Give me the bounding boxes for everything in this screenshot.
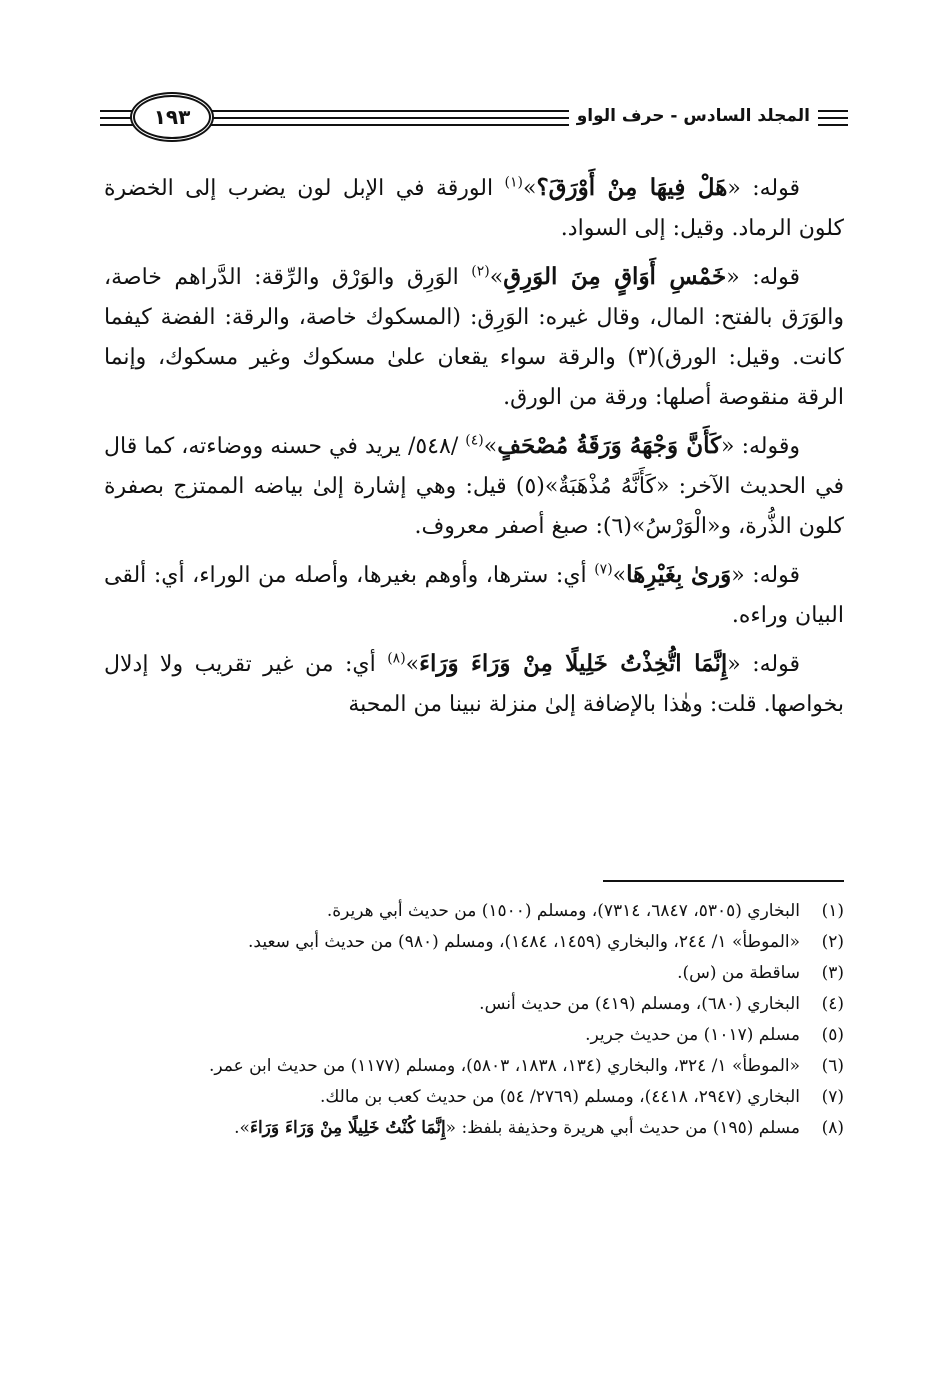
footnote-separator <box>603 880 844 882</box>
hadith-quote: وَرىٰ بِغَيْرِهَا <box>626 561 732 588</box>
quote-intro: قوله: « <box>726 265 801 290</box>
footnote-item <box>104 958 844 989</box>
footnote-ref[interactable]: (١) <box>504 174 523 191</box>
page-number: ١٩٣ <box>153 105 191 129</box>
volume-chapter-title: المجلد السادس - حرف الواو <box>569 106 818 126</box>
page-header <box>100 90 848 150</box>
footnote-number: (٢) <box>821 932 844 952</box>
quote-intro: قوله: « <box>731 563 800 588</box>
footnote-text: البخاري (٢٩٤٧، ٤٤١٨)، ومسلم (٢٧٦٩/ ٥٤) من حديث كعب بن مالك. <box>319 1087 800 1107</box>
footnote-text <box>104 1113 800 1144</box>
footnote-text: البخاري (٦٨٠)، ومسلم (٤١٩) من حديث أنس. <box>479 994 800 1014</box>
footnote-item <box>104 1020 844 1051</box>
main-text <box>104 168 844 733</box>
footnote-number: (٧) <box>821 1087 844 1107</box>
footnote-number: (٤) <box>821 994 844 1014</box>
quote-close: » <box>489 265 504 290</box>
quote-close: » <box>483 434 498 459</box>
footnotes <box>104 896 844 1144</box>
commentary: أي: سترها، وأوهم بغيرها، وأصله من الوراء، أي: ألقى البيان وراءه. <box>104 563 844 628</box>
footnote-ref[interactable]: (٨) <box>387 650 406 667</box>
footnote-item <box>104 1113 844 1144</box>
hadith-quote: خَمْسِ أَوَاقٍ مِنَ الوَرِقِ <box>503 263 727 290</box>
paragraph <box>104 426 844 547</box>
footnote-text: مسلم (١٠١٧) من حديث جرير. <box>585 1025 800 1045</box>
footnote-text-tail: ». <box>234 1118 250 1138</box>
quote-intro: وقوله: « <box>721 434 800 459</box>
footnote-number: (٥) <box>821 1025 844 1045</box>
footnote-number: (٦) <box>821 1056 844 1076</box>
paragraph <box>104 644 844 725</box>
hadith-quote: كَأَنَّ وَجْهَهُ وَرَقَةُ مُصْحَفٍ <box>497 432 722 459</box>
paragraph <box>104 257 844 418</box>
commentary: /٥٤٨/ يريد في حسنه ووضاءته، كما قال في الحديث الآخر: «كَأَنَّهُ مُذْهَبَةٌ»(٥) قيل: وهي إشارة إلىٰ بياضه الممتزج بصفرة كلون الذُّرة، و«الْوَرْسُ»(٦): صبغ أصفر معروف. <box>104 434 844 539</box>
hadith-quote: هَلْ فِيهَا مِنْ أَوْرَقَ؟ <box>536 174 728 201</box>
page-number-frame <box>130 92 214 142</box>
footnote-item <box>104 989 844 1020</box>
footnote-number: (١) <box>821 901 844 921</box>
commentary: أي: من غير تقريب ولا إدلال بخواصها. قلت: وهٰذا بالإضافة إلىٰ منزلة نبينا من المحبة <box>104 652 844 717</box>
hadith-quote: إِنَّمَا اتُّخِذْتُ خَلِيلًا مِنْ وَرَاءَ وَرَاءَ <box>419 650 728 677</box>
commentary: الوَرِق والوَرْق والرِّقة: الدَّراهم خاصة، والوَرَق بالفتح: المال، وقال غيره: الوَرِق: (المسكوك خاصة، والرقة: الفضة كيفما كانت. وقيل: الورق)(٣) والرقة سواء يقعان علىٰ مسكوك وغير مسكوك، وإنما الرقة منقوصة أصلها: ورقة من الورق. <box>104 265 844 410</box>
quote-close: » <box>522 176 537 201</box>
footnote-item <box>104 1051 844 1082</box>
footnote-ref[interactable]: (٧) <box>594 561 613 578</box>
quote-close: » <box>612 563 627 588</box>
footnote-item <box>104 927 844 958</box>
quote-close: » <box>405 652 420 677</box>
footnote-ref[interactable]: (٢) <box>471 263 490 280</box>
footnote-text: ساقطة من (س). <box>677 963 800 983</box>
quote-intro: قوله: « <box>727 652 801 677</box>
footnote-item <box>104 896 844 927</box>
commentary: الورقة في الإبل لون يضرب إلى الخضرة كلون الرماد. وقيل: إلى السواد. <box>104 176 844 241</box>
footnote-number: (٣) <box>821 963 844 983</box>
footnote-number: (٨) <box>821 1118 844 1138</box>
quote-intro: قوله: « <box>727 176 800 201</box>
hadith-quote: إِنَّمَا كُنْتُ خَلِيلًا مِنْ وَرَاءَ وَرَاءَ <box>249 1118 446 1138</box>
paragraph <box>104 168 844 249</box>
footnote-text: «الموطأ» ١/ ٢٤٤، والبخاري (١٤٥٩، ١٤٨٤)، ومسلم (٩٨٠) من حديث أبي سعيد. <box>248 932 800 952</box>
footnote-ref[interactable]: (٤) <box>465 432 484 449</box>
footnote-item <box>104 1082 844 1113</box>
paragraph <box>104 555 844 636</box>
footnote-text-lead: مسلم (١٩٥) من حديث أبي هريرة وحذيفة بلفظ: « <box>445 1118 800 1138</box>
footnote-text: «الموطأ» ١/ ٣٢٤، والبخاري (١٣٤، ١٨٣٨، ٥٨٠٣)، ومسلم (١١٧٧) من حديث ابن عمر. <box>208 1056 800 1076</box>
footnote-text: البخاري (٥٣٠٥، ٦٨٤٧، ٧٣١٤)، ومسلم (١٥٠٠) من حديث أبي هريرة. <box>326 901 800 921</box>
